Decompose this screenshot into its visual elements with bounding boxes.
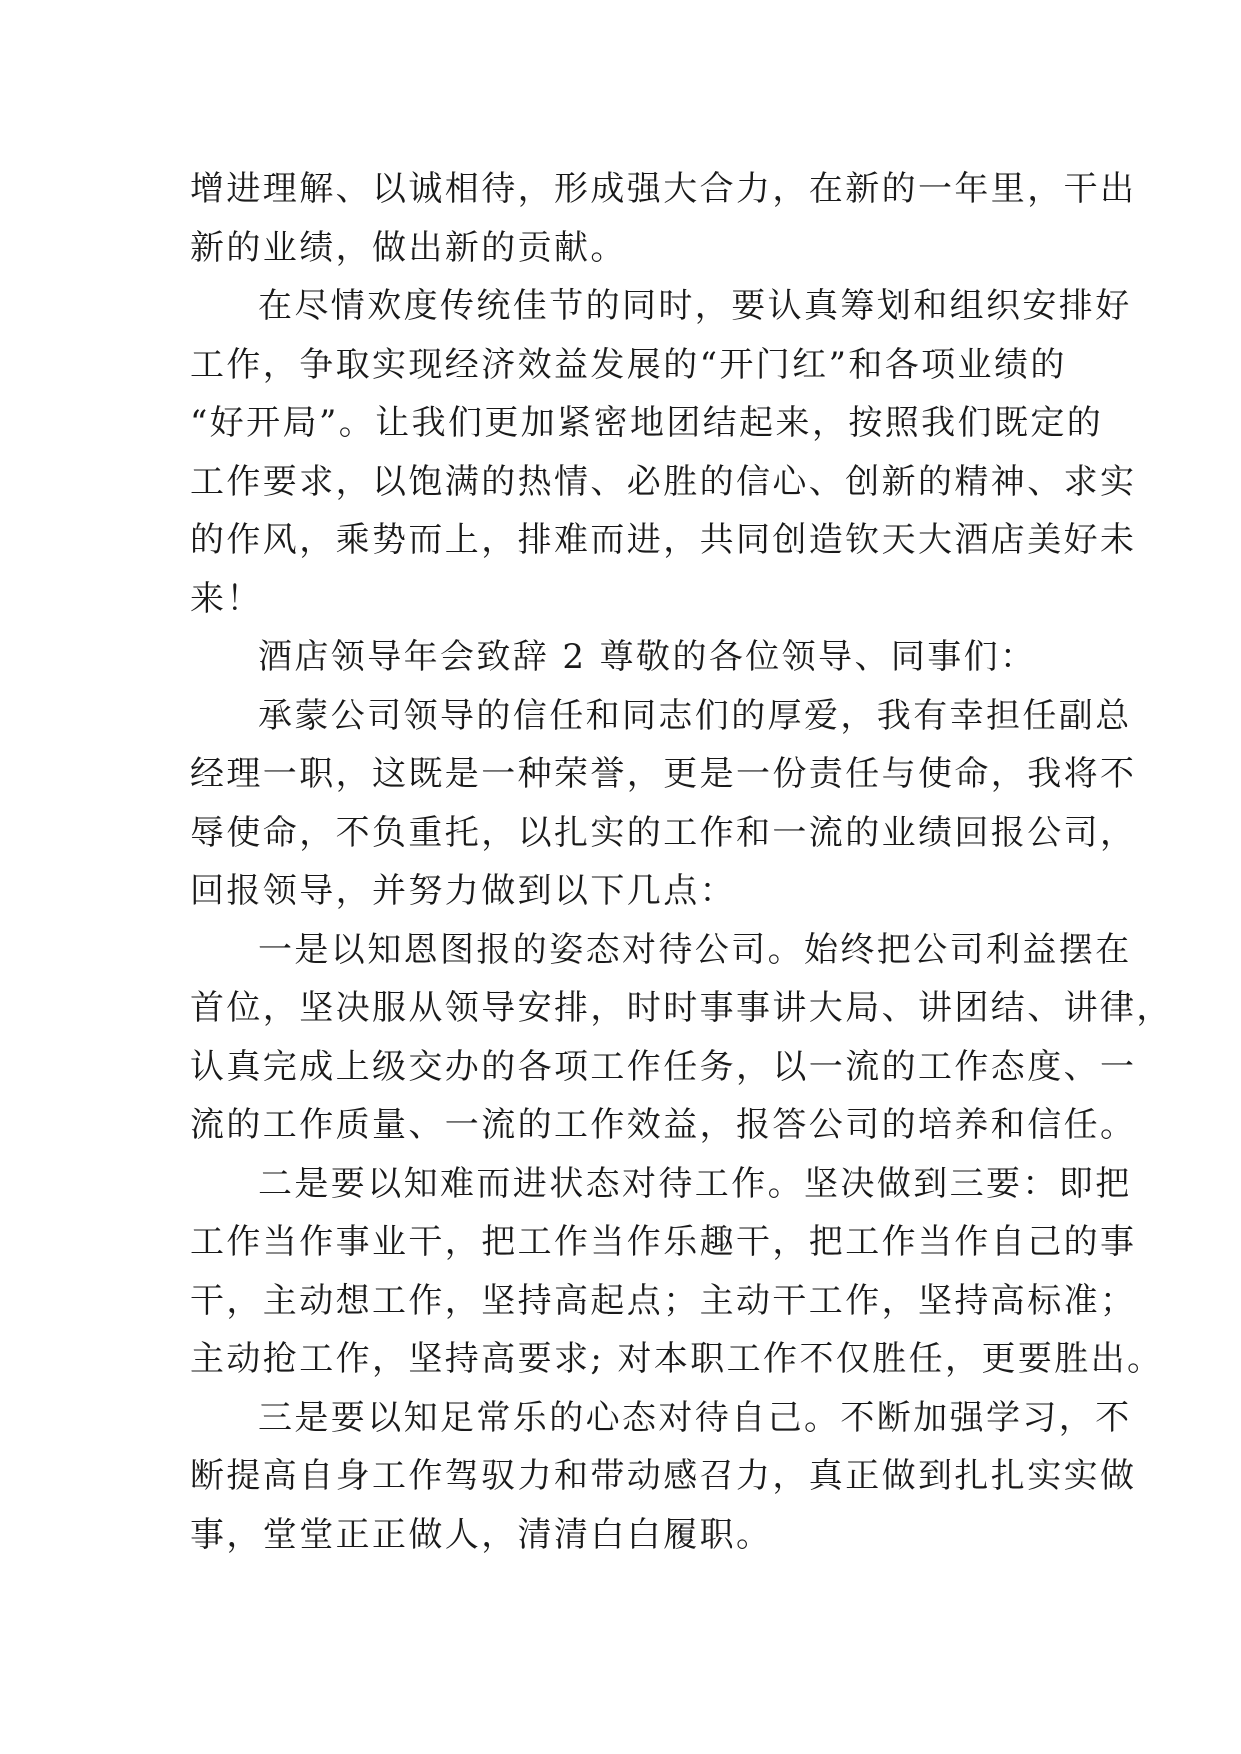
text-line: 首位，坚决服从领导安排，时时事事讲大局、讲团结、讲律，	[190, 988, 1173, 1028]
text-line: 承蒙公司领导的信任和同志们的厚爱，我有幸担任副总	[258, 695, 1132, 736]
text-line: 辱使命，不负重托，以扎实的工作和一流的业绩回报公司，	[190, 812, 1137, 853]
text-line: 新的业绩，做出新的贡献。	[190, 227, 627, 268]
text-line: 事，堂堂正正做人，清清白白履职。	[190, 1514, 773, 1555]
text-line: 在尽情欢度传统佳节的同时，要认真筹划和组织安排好	[258, 286, 1132, 326]
text-line: 工作要求，以饱满的热情、必胜的信心、创新的精神、求实	[190, 461, 1137, 502]
text-line: 二是要以知难而进状态对待工作。坚决做到三要：即把	[258, 1163, 1132, 1204]
text-line: 工作，争取实现经济效益发展的“开门红”和各项业绩的	[190, 344, 1067, 385]
text-line: 认真完成上级交办的各项工作任务，以一流的工作态度、一	[190, 1046, 1137, 1087]
text-line: 流的工作质量、一流的工作效益，报答公司的培养和信任。	[190, 1105, 1137, 1145]
text-line: 工作当作事业干，把工作当作乐趣干，把工作当作自己的事	[190, 1222, 1137, 1262]
text-line: 三是要以知足常乐的心态对待自己。不断加强学习，不	[258, 1397, 1132, 1438]
text-line: 酒店领导年会致辞 2 尊敬的各位领导、同事们：	[258, 637, 1037, 677]
document-body	[190, 160, 1173, 1564]
text-line: 一是以知恩图报的姿态对待公司。始终把公司利益摆在	[258, 929, 1132, 970]
text-line: 增进理解、以诚相待，形成强大合力，在新的一年里，干出	[190, 169, 1137, 209]
text-line: 经理一职，这既是一种荣誉，更是一份责任与使命，我将不	[190, 754, 1137, 794]
text-line: 干，主动想工作，坚持高起点；主动干工作，坚持高标准；	[190, 1280, 1137, 1321]
text-line: 主动抢工作，坚持高要求; 对本职工作不仅胜任，更要胜出。	[190, 1339, 1164, 1379]
text-line: 断提高自身工作驾驭力和带动感召力，真正做到扎扎实实做	[190, 1456, 1137, 1496]
text-line: 来！	[190, 578, 263, 619]
text-line: “好开局”。让我们更加紧密地团结起来，按照我们既定的	[190, 403, 1104, 443]
text-line: 的作风，乘势而上，排难而进，共同创造钦天大酒店美好未	[190, 520, 1137, 560]
text-line: 回报领导，并努力做到以下几点：	[190, 871, 736, 911]
